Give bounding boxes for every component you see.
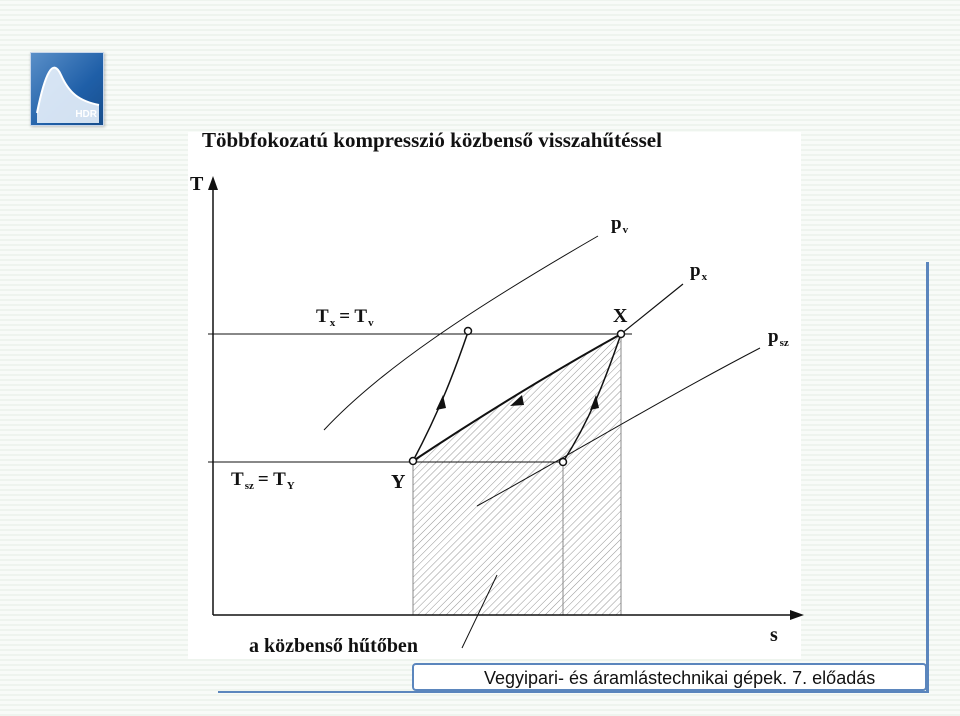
state-point-mid <box>560 459 567 466</box>
point-x-label: X <box>613 305 628 327</box>
footer-box <box>412 663 927 691</box>
footer-text: Vegyipari- és áramlástechnikai gépek. 7. előadás <box>484 668 876 688</box>
s-axis-arrow-icon <box>790 610 804 620</box>
label-psz: $p_{sz}$ <box>768 326 789 349</box>
arrow-stage-2-icon <box>436 395 446 410</box>
state-point-x <box>618 331 625 338</box>
bottom-accent-rule <box>218 691 929 693</box>
label-tx-eq-tv: $T_x = T_v$ <box>316 306 374 329</box>
slide-title: Többfokozatú kompresszió közbenső visszahűtéssel <box>202 128 662 152</box>
state-point-top-left <box>465 328 472 335</box>
hatched-heat-area <box>413 334 621 615</box>
label-px: $p_x$ <box>690 260 708 283</box>
right-accent-rule <box>926 262 929 692</box>
label-tsz-eq-ty: $T_{sz} = T_Y$ <box>231 469 295 492</box>
area-caption: a közbenső hűtőben <box>249 635 418 657</box>
s-axis-label: s <box>770 624 778 646</box>
point-y-label: Y <box>391 471 406 493</box>
state-point-y <box>410 458 417 465</box>
label-pv: $p_v$ <box>611 213 629 236</box>
logo-text: HDR <box>75 109 97 120</box>
t-axis-label: T <box>190 173 204 195</box>
t-axis-arrow-icon <box>208 176 218 190</box>
